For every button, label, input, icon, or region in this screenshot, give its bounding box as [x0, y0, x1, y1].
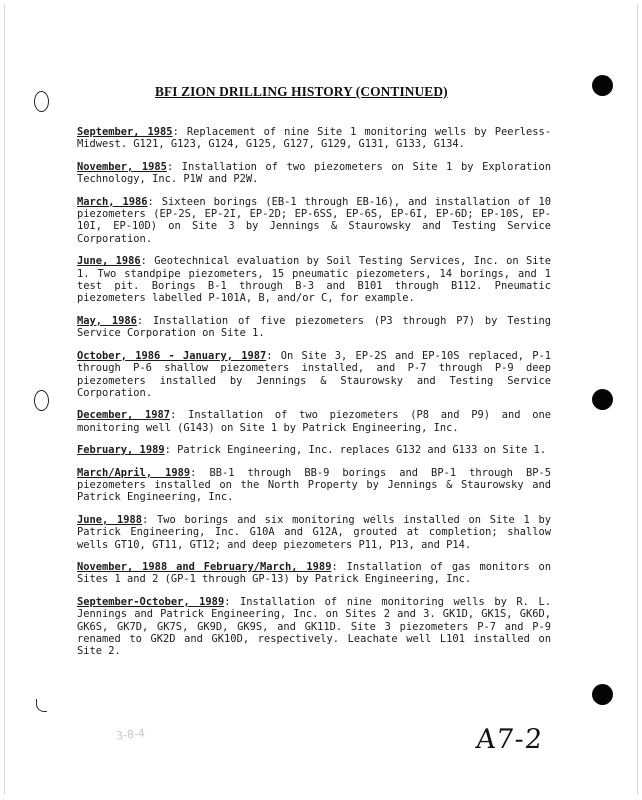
- entry-text: : Two borings and six monitoring wells installed on Site 1 by Patrick Engineering, Inc. G10A and G12A, grouted at completion; shallow wells GT10, GT11, GT12; and deep piezometers P11, P13, and P14.: [77, 513, 551, 551]
- entry-date: September-October, 1989: [77, 595, 225, 608]
- entry-text: : BB-1 through BB-9 borings and BP-1 through BP-5 piezometers installed on the North Property by Jennings & Staurowsky and Patrick Engineering, Inc.: [77, 466, 551, 504]
- binder-hole-middle: [592, 389, 613, 410]
- history-entry: [77, 514, 551, 551]
- entry-text: : Patrick Engineering, Inc. replaces G132 and G133 on Site 1.: [164, 444, 547, 457]
- history-entry: [77, 161, 551, 186]
- entry-text: : Installation of five piezometers (P3 through P7) by Testing Service Corporation on Site 1.: [77, 314, 551, 340]
- history-entry: [77, 315, 551, 340]
- history-entry: [77, 409, 551, 434]
- faint-marginal-note: 3-8-4: [115, 726, 146, 743]
- history-entry: [77, 467, 551, 504]
- entry-text: : Geotechnical evaluation by Soil Testing Services, Inc. on Site 1. Two standpipe piezometers, 15 pneumatic piezometers, 14 borings, and 1 test pit. Borings B-1 through B-3 and B101 through B112. Pneumatic piezometers labelled P-101A, B, and/or C, for example.: [77, 255, 551, 305]
- binder-hole-top: [592, 75, 613, 96]
- entry-date: May, 1986: [77, 314, 137, 327]
- history-entry: [77, 561, 551, 586]
- entry-date: June, 1988: [77, 513, 143, 526]
- entry-date: February, 1989: [77, 444, 165, 457]
- entry-text: : Installation of gas monitors on Sites 1 and 2 (GP-1 through GP-13) by Patrick Engineering, Inc.: [77, 560, 551, 586]
- entry-text: : Installation of nine monitoring wells by R. L. Jennings and Patrick Engineering, Inc. on Sites 2 and 3. GK1D, GK1S, GK6D, GK6S, GK7D, GK7S, GK9D, GK9S, and GK11D. Site 3 piezometers P-7 and P-9 renamed to GK2D and GK10D, respectively. Leachate well L101 installed on Site 2.: [77, 595, 551, 658]
- history-entry: [77, 126, 551, 151]
- punch-mark-top: [34, 91, 49, 112]
- entry-date: October, 1986 - January, 1987: [77, 349, 267, 362]
- entry-text: : On Site 3, EP-2S and EP-10S replaced, P-1 through P-6 shallow piezometers installed, and P-7 through P-9 deep piezometers installed by Jennings & Staurowsky and Testing Service Corporation.: [77, 349, 551, 399]
- entry-text: : Sixteen borings (EB-1 through EB-16), and installation of 10 piezometers (EP-2S, EP-2I, EP-2D; EP-6SS, EP-6S, EP-6I, EP-6D; EP-10S, EP-10I, EP-10D) on Site 3 by Jennings & Staurowsky and Testing Service Corporation.: [77, 195, 551, 245]
- history-entry: [77, 596, 551, 658]
- entry-date: November, 1988 and February/March, 1989: [77, 560, 332, 573]
- document-title: BFI ZION DRILLING HISTORY (CONTINUED): [155, 84, 448, 99]
- entry-text: : Installation of two piezometers on Site 1 by Exploration Technology, Inc. P1W and P2W.: [77, 160, 551, 186]
- history-entry: [77, 444, 551, 456]
- entry-date: November, 1985: [77, 160, 167, 173]
- entry-date: June, 1986: [77, 255, 141, 268]
- history-entry: [77, 350, 551, 400]
- handwritten-page-number: A7-2: [474, 724, 545, 755]
- history-entries: [77, 126, 551, 668]
- entry-text: : Replacement of nine Site 1 monitoring wells by Peerless-Midwest. G121, G123, G124, G125, G127, G129, G131, G133, G134.: [77, 126, 551, 151]
- entry-date: December, 1987: [77, 409, 171, 422]
- entry-text: : Installation of two piezometers (P8 and P9) and one monitoring well (G143) on Site 1 by Patrick Engineering, Inc.: [77, 409, 551, 434]
- punch-mark-middle: [34, 390, 49, 411]
- history-entry: [77, 196, 551, 246]
- entry-date: March, 1986: [77, 195, 148, 208]
- history-entry: [77, 255, 551, 305]
- binder-hole-bottom: [592, 684, 613, 705]
- entry-date: March/April, 1989: [77, 466, 191, 479]
- entry-date: September, 1985: [77, 126, 173, 138]
